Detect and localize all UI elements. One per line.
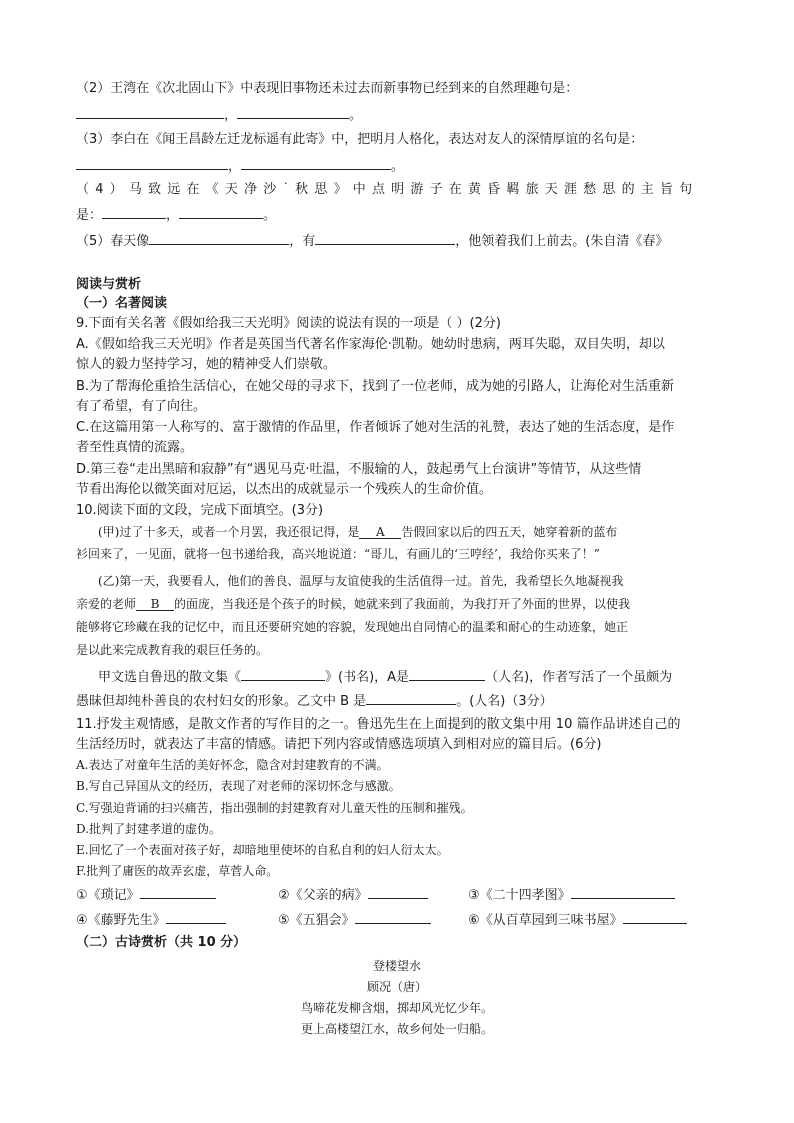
answer-blank[interactable] bbox=[102, 206, 166, 219]
q9-option-d: D.第三卷“走出黑暗和寂静”有“遇见马克·吐温，不服输的人，鼓起勇气上台演讲”等情节，从这些情 bbox=[76, 462, 642, 477]
poem-author: 顾况（唐） bbox=[366, 980, 427, 994]
passage-yi-cont-1: 亲爱的老师 B 的面庞，当我还是个孩子的时候，她就来到了我面前，为我打开了外面的世界，以使我 bbox=[76, 597, 631, 611]
question-5: （5）春天像 ，有 ，他领着我们上前去。(朱自清《春》 bbox=[76, 234, 669, 249]
answer-blank[interactable] bbox=[237, 106, 349, 119]
section-part-1: （一）名著阅读 bbox=[76, 296, 168, 311]
q11-option-e: E.回忆了一个表面对孩子好，却暗地里使坏的自私自利的妇人衍太太。 bbox=[76, 843, 449, 857]
question-3: （3）李白在《闻王昌龄左迁龙标遥有此寄》中，把明月人格化，表达对友人的深情厚谊的名句是： bbox=[76, 132, 644, 147]
answer-blank[interactable] bbox=[366, 692, 456, 705]
q9-option-c: C.在这篇用第一人称写的、富于激情的作品里，作者倾诉了她对生活的礼赞，表达了她的生活态度，是作 bbox=[76, 420, 675, 435]
title-match-6: ⑥《从百草园到三味书屋》 bbox=[468, 911, 687, 929]
passage-yi-cont-3: 是以此来完成教育我的艰巨任务的。 bbox=[76, 643, 269, 657]
poem-line-1: 鸟啼花发柳含烟，掷却风光忆少年。 bbox=[300, 1001, 493, 1015]
section-part-2: （二）古诗赏析（共 10 分） bbox=[76, 935, 247, 950]
question-4: （4）马致远在《天净沙˙秋思》中点明游子在黄昏羁旅天涯愁思的主旨句 bbox=[76, 182, 699, 197]
answer-blank[interactable] bbox=[76, 157, 228, 170]
q11-option-f: F.批判了庸医的故弄玄虚，草菅人命。 bbox=[76, 864, 279, 878]
answer-blank[interactable] bbox=[355, 911, 431, 924]
question-2: （2）王湾在《次北固山下》中表现旧事物还未过去而新事物已经到来的自然理趣句是： bbox=[76, 81, 579, 96]
title-match-5: ⑤《五猖会》 bbox=[278, 911, 431, 929]
answer-blank[interactable] bbox=[149, 232, 289, 245]
title-match-4: ④《藤野先生》 bbox=[76, 911, 226, 929]
answer-blank[interactable] bbox=[409, 668, 485, 681]
question-11-stem-cont: 生活经历时，就表达了丰富的情感。请把下列内容或情感选项填入到相对应的篇目后。(6分) bbox=[76, 737, 602, 752]
q9-option-a: A.《假如给我三天光明》作者是英国当代著名作家海伦·凯勒。她幼时患病，两耳失聪，双目失明，却以 bbox=[76, 337, 665, 352]
q9-option-b-cont: 有了希望，有了向往。 bbox=[76, 399, 207, 414]
answer-blank[interactable] bbox=[571, 886, 675, 899]
title-match-2: ②《父亲的病》 bbox=[278, 886, 428, 904]
title-match-1: ①《琐记》 bbox=[76, 886, 216, 904]
passage-yi: (乙)第一天，我要看人，他们的善良、温厚与友谊使我的生活值得一过。首先，我希望长久地凝视我 bbox=[98, 574, 624, 588]
q11-option-d: D.批判了封建孝道的虚伪。 bbox=[76, 822, 222, 836]
poem-title: 登楼望水 bbox=[372, 959, 421, 973]
answer-blank[interactable] bbox=[76, 106, 224, 119]
passage-jia-cont: 衫回来了，一见面，就将一包书递给我，高兴地说道：“哥儿，有画儿的‘三哼经’，我给你买来了！” bbox=[76, 547, 600, 561]
answer-line-2: ， 。 bbox=[76, 106, 362, 124]
answer-line-3: ， 。 bbox=[76, 157, 404, 175]
section-title: 阅读与赏析 bbox=[76, 277, 142, 292]
answer-blank[interactable] bbox=[623, 911, 687, 924]
q9-option-a-cont: 惊人的毅力坚持学习，她的精神受人们崇敬。 bbox=[76, 357, 337, 372]
q10-fill-line-1: 甲文选自鲁迅的散文集《 》(书名)，A是 （人名)，作者写活了一个虽颇为 bbox=[98, 670, 673, 685]
title-match-3: ③《二十四孝图》 bbox=[468, 886, 675, 904]
question-10-stem: 10.阅读下面的文段，完成下面填空。(3分) bbox=[76, 503, 324, 518]
q11-option-b: B.写自己异国从文的经历，表现了对老师的深切怀念与感激。 bbox=[76, 779, 401, 793]
question-11-stem: 11.抒发主观情感，是散文作者的写作目的之一。鲁迅先生在上面提到的散文集中用 10 篇作品讲述自己的 bbox=[76, 717, 681, 732]
passage-jia: (甲)过了十多天，或者一个月罢，我还很记得，是 A 告假回家以后的四五天，她穿着新的蓝布 bbox=[98, 525, 618, 539]
answer-blank[interactable] bbox=[241, 668, 325, 681]
passage-yi-cont-2: 能够将它珍藏在我的记忆中，而且还要研究她的容貌，发现她出自同情心的温柔和耐心的生动迹象，她正 bbox=[76, 620, 629, 634]
answer-line-4: 是： ， 。 bbox=[76, 208, 277, 223]
answer-blank[interactable] bbox=[315, 232, 455, 245]
q9-option-d-cont: 节看出海伦以微笑面对厄运，以杰出的成就显示一个残疾人的生命价值。 bbox=[76, 482, 493, 497]
q11-option-a: A.表达了对童年生活的美好怀念，隐含对封建教育的不满。 bbox=[76, 758, 389, 772]
poem-line-2: 更上高楼望江水，故乡何处一归船。 bbox=[300, 1022, 493, 1036]
answer-blank[interactable] bbox=[179, 206, 263, 219]
passage-blank-b: B bbox=[136, 596, 174, 611]
passage-blank-a: A bbox=[359, 524, 401, 539]
question-9-stem: 9.下面有关名著《假如给我三天光明》阅读的说法有误的一项是（ ）(2分) bbox=[76, 316, 501, 331]
q9-option-b: B.为了帮海伦重拾生活信心，在她父母的寻求下，找到了一位老师，成为她的引路人，让海伦对生活重新 bbox=[76, 379, 675, 394]
answer-blank[interactable] bbox=[241, 157, 391, 170]
q11-option-c: C.写强迫背诵的扫兴痛苦，指出强制的封建教育对儿童天性的压制和摧残。 bbox=[76, 801, 473, 815]
answer-blank[interactable] bbox=[140, 886, 216, 899]
q9-option-c-cont: 者至性真情的流露。 bbox=[76, 440, 194, 455]
q10-fill-line-2: 愚昧但却纯朴善良的农村妇女的形象。乙文中 B 是 。(人名)（3分） bbox=[76, 694, 553, 709]
answer-blank[interactable] bbox=[166, 911, 226, 924]
answer-blank[interactable] bbox=[368, 886, 428, 899]
